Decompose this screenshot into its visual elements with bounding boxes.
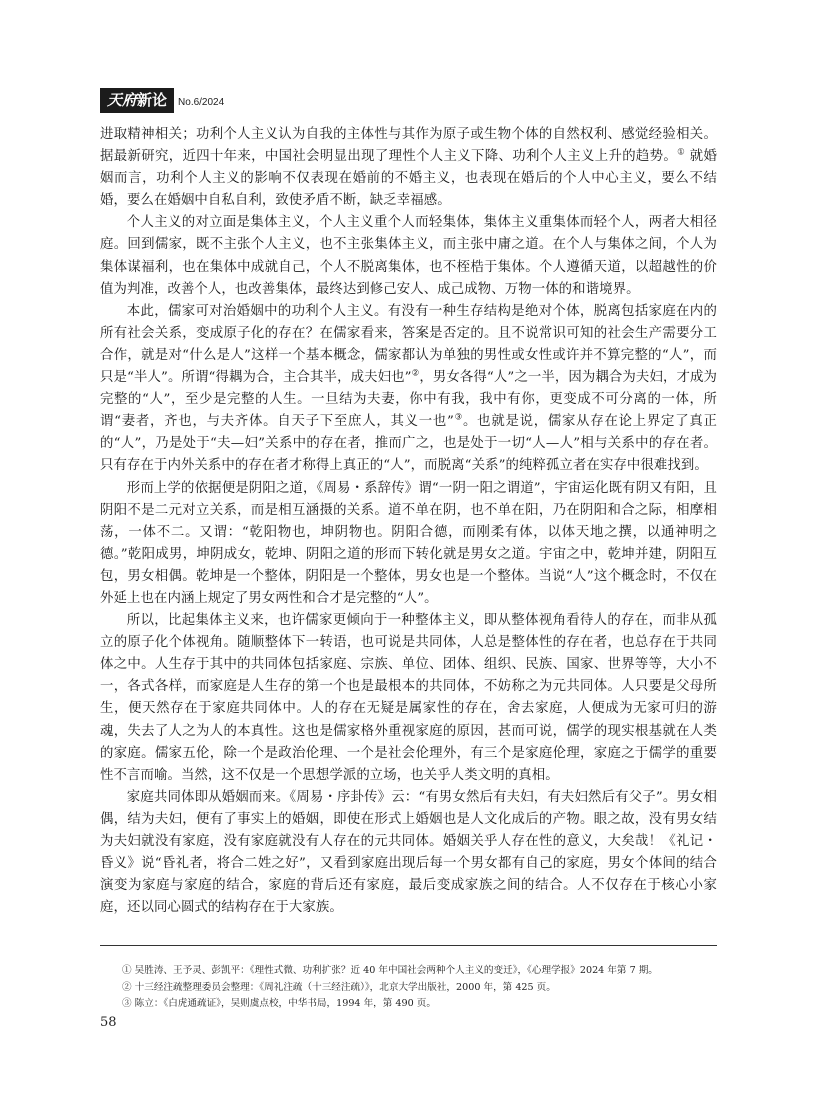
footnote-ref-3[interactable]: ③ [454,412,464,423]
paragraph-2: 个人主义的对立面是集体主义，个人主义重个人而轻集体，集体主义重集体而轻个人，两者大相径庭。回到儒家，既不主张个人主义，也不主张集体主义，而主张中庸之道。在个人与集体之间，个人为集体谋福利，也在集体中成就自己，个人不脱离集体，也不桎梏于集体。个人遵循天道，以超越性的价值为判准，改善个人，也改善集体，最终达到修己安人、成己成物、万物一体的和谐境界。 [100,215,717,297]
paragraph-1-tail: 就婚姻而言，功利个人主义的影响不仅表现在婚前的不婚主义，也表现在婚后的个人中心主义，要么不结婚，要么在婚姻中自私自利，致使矛盾不断，缺乏幸福感。 [100,149,717,209]
footnote-3: ③ 陈立：《白虎通疏证》，吴则虞点校，中华书局，1994 年，第 490 页。 [122,998,436,1009]
page-number: 58 [100,1015,117,1030]
paragraph-4: 形而上学的依据便是阴阳之道，《周易・系辞传》谓“一阴一阳之谓道”，宇宙运化既有阴又有阳，且阴阳不是二元对立关系，而是相互涵摄的关系。道不单在阴，也不单在阳，乃在阴阳和合之际，相摩相荡，一体不二。又谓：“乾阳物也，坤阴物也。阴阳合德，而刚柔有体，以体天地之撰，以通神明之德。”乾阳成男，坤阴成女，乾坤、阴阳之道的形而下转化就是男女之道。宇宙之中，乾坤并建，阴阳互包，男女相偶。乾坤是一个整体，阴阳是一个整体，男女也是一个整体。当说“人”这个概念时，不仅在外延上也在内涵上规定了男女两性和合才是完整的“人”。 [100,480,717,606]
logo-part2: 新论 [137,91,168,109]
issue-number: No.6/2024 [178,97,225,108]
logo-part1: 天府 [107,91,138,109]
paragraph-3-end: 。也就是说，儒家从存在论上界定了真正的“人”，乃是处于“夫—妇”关系中的存在者，推而广之，也是处于一切“人—人”相与关系中的存在者。只有存在于内外关系中的存在者才称得上真正的“人”，而脱离“关系”的纯粹孤立者在实存中很难找到。 [100,414,717,474]
paragraph-1 [100,124,717,212]
article-body [100,124,717,919]
journal-header [100,88,224,113]
paragraph-3-mid: ，男女各得“人”之一半，因为耦合为夫妇，才成为完整的“人”，至少是完整的人生。一旦结为夫妻，你中有我，我中有你，更变成不可分离的一体，所谓“妻者，齐也，与夫齐体。自天子下至庶人，其义一也” [100,370,717,430]
paragraph-6: 家庭共同体即从婚姻而来。《周易・序卦传》云：“有男女然后有夫妇，有夫妇然后有父子”。男女相偶，结为夫妇，便有了事实上的婚姻，即使在形式上婚姻也是人文化成后的产物。眼之故，没有男女结为夫妇就没有家庭，没有家庭就没有人存在的元共同体。婚姻关乎人存在性的意义，大矣哉！《礼记・昏义》说“昏礼者，将合二姓之好”，又看到家庭出现后每一个男女都有自己的家庭，男女个体间的结合演变为家庭与家庭的结合，家庭的背后还有家庭，最后变成家族之间的结合。人不仅存在于核心小家庭，还以同心圆式的结构存在于大家族。 [100,789,717,916]
paragraph-3 [100,301,717,478]
footnotes [122,963,717,1013]
journal-logo [100,88,174,113]
paragraph-5: 所以，比起集体主义来，也许儒家更倾向于一种整体主义，即从整体视角看待人的存在，而非从孤立的原子化个体视角。随顺整体下一转语，也可说是共同体，人总是整体性的存在者，也总存在于共同体之中。人生存于其中的共同体包括家庭、宗族、单位、团体、组织、民族、国家、世界等等，大小不一，各式各样，而家庭是人生存的第一个也是最根本的共同体，不妨称之为元共同体。人只要是父母所生，便天然存在于家庭共同体中。人的存在无疑是属家性的存在，舍去家庭，人便成为无家可归的游魂，失去了人之为人的本真性。这也是儒家格外重视家庭的原因，甚而可说，儒学的现实根基就在人类的家庭。儒家五伦，除一个是政治伦理、一个是社会伦理外，有三个是家庭伦理，家庭之于儒学的重要性不言而喻。当然，这不仅是一个思想学派的立场，也关乎人类文明的真相。 [100,613,717,783]
footnote-divider [100,945,717,946]
paragraph-3-text: 本此，儒家可对治婚姻中的功利个人主义。有没有一种生存结构是绝对个体，脱离包括家庭在内的所有社会关系，变成原子化的存在？在儒家看来，答案是否定的。且不说常识可知的社会生产需要分工合作，就是对“什么是人”这样一个基本概念，儒家都认为单独的男性或女性或许并不算完整的“人”，而只是“半人”。所谓“得耦为合，主合其半，成夫妇也” [100,303,717,386]
footnote-1: ① 吴胜涛、王予灵、彭凯平：《理性式微、功利扩张？近 40 年中国社会两种个人主义的变迁》，《心理学报》2024 年第 7 期。 [122,965,658,976]
paragraph-1-text: 进取精神相关；功利个人主义认为自我的主体性与其作为原子或生物个体的自然权利、感觉经验相关。据最新研究，近四十年来，中国社会明显出现了理性个人主义下降、功利个人主义上升的趋势。 [100,127,717,165]
footnote-ref-2[interactable]: ② [411,368,420,379]
footnote-ref-1[interactable]: ① [677,147,686,158]
footnote-2: ② 十三经注疏整理委员会整理：《周礼注疏（十三经注疏）》，北京大学出版社，2000 年，第 425 页。 [122,981,556,993]
